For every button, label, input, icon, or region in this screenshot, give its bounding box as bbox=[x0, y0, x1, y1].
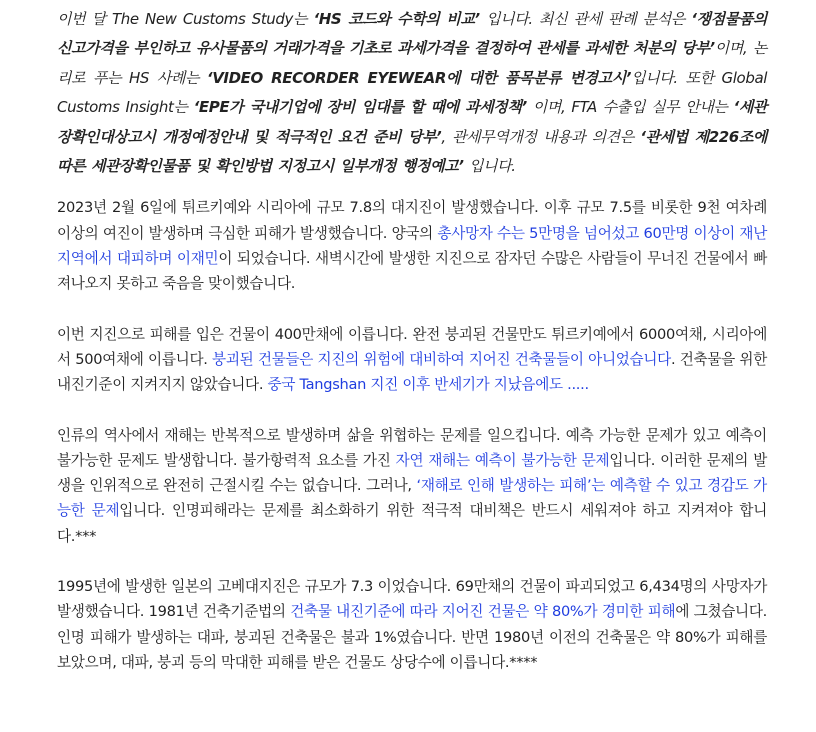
earthquake-paragraph bbox=[57, 195, 767, 296]
p1-text-b: 이 되었습니다. 새벽시간에 발생한 지진으로 잠자던 수많은 사람들이 무너진 건물에서 빠져나오지 못하고 죽음을 맞이했습니다. bbox=[57, 250, 768, 293]
building-damage-paragraph bbox=[57, 322, 767, 398]
intro-text-13: , 관세무역개정 내용과 의견은 bbox=[441, 127, 641, 146]
intro-text-9: 입니다. 또한 Global Customs Insight는 bbox=[57, 68, 767, 117]
intro-text-7: 이며, 논리로 푸는 HS 사례는 bbox=[57, 39, 767, 87]
newsletter-article bbox=[57, 5, 767, 675]
p2-text-a: 이번 지진으로 피해를 입은 건물이 400만채에 이릅니다. 완전 붕괴된 건물만도 튀르키예에서 6000여채, 시리아에서 500여채에 이릅니다. bbox=[57, 325, 767, 368]
intro-text-5: 입니다. 최신 관세 판례 분석은 bbox=[479, 10, 692, 28]
p3-text-a: 인류의 역사에서 재해는 반복적으로 발생하며 삶을 위협하는 문제를 일으킵니다. 예측 가능한 문제가 있고 예측이 불가능한 문제도 발생합니다. 불가항력적 요소를 가진 bbox=[57, 426, 767, 469]
case-analysis-topic: ‘쟁점물품의 신고가격을 부인하고 유사물품의 거래가격을 기초로 과세가격을 결정하여 관세를 과세한 처분의 당부’ bbox=[57, 10, 767, 58]
p4-text-b: 에 그쳤습니다. 인명 피해가 발생하는 대파, 붕괴된 건축물은 불과 1%였습니다. 반면 1980년 이전의 건축물은 약 80%가 피해를 보았으며, 대파, 붕괴 등의 막대한 피해를 받은 건물도 상당수에 이릅니다.**** bbox=[57, 603, 767, 671]
p2-text-b: . 건축물을 위한 내진기준이 지켜지지 않았습니다. bbox=[57, 350, 767, 394]
collapsed-buildings-link[interactable]: 붕괴된 건물들은 지진의 위험에 대비하여 지어진 건축물들이 아니었습니다 bbox=[212, 350, 671, 368]
intro-text-3: 는 bbox=[293, 10, 314, 28]
publication-name: The New Customs Study bbox=[111, 10, 294, 28]
intro-text-1: 이번 달 bbox=[57, 10, 112, 28]
global-insight-topic: ‘EPE가 국내기업에 장비 임대를 할 때에 과세정책’ bbox=[193, 98, 527, 117]
damage-predictable-link[interactable]: ‘재해로 인해 발생하는 피해’는 예측할 수 있고 경감도 가능한 문제 bbox=[57, 477, 767, 520]
intro-paragraph bbox=[57, 5, 767, 181]
study-topic: ‘HS 코드와 수학의 비교’ bbox=[313, 10, 480, 28]
natural-disaster-link[interactable]: 자연 재해는 예측이 불가능한 문제 bbox=[395, 451, 610, 469]
p3-text-c: 입니다. 인명피해라는 문제를 최소화하기 위한 적극적 대비책은 반드시 세워져야 하고 지켜져야 합니다.*** bbox=[57, 502, 768, 545]
intro-text-11: 이며, FTA 수출입 실무 안내는 bbox=[526, 98, 734, 117]
tangshan-link[interactable]: 중국 Tangshan 지진 이후 반세기가 지났음에도 ..... bbox=[267, 376, 589, 394]
p4-text-a: 1995년에 발생한 일본의 고베대지진은 규모가 7.3 이었습니다. 69만채의 건물이 파괴되었고 6,434명의 사망자가 발생했습니다. 1981년 건축기준법의 bbox=[57, 578, 767, 621]
intro-text-15: 입니다. bbox=[463, 157, 516, 176]
p1-text-a: 2023년 2월 6일에 튀르키예와 시리아에 규모 7.8의 대지진이 발생했습니다. 이후 규모 7.5를 비롯한 9천 여차례 이상의 여진이 발생하며 극심한 피해가 발생했습니다. 양국의 bbox=[57, 199, 767, 242]
casualties-link[interactable]: 총사망자 수는 5만명을 넘어섰고 60만명 이상이 재난 지역에서 대피하며 이재민 bbox=[57, 224, 767, 268]
hs-case-topic: ‘VIDEO RECORDER EYEWEAR에 대한 품목분류 변경고시’ bbox=[206, 68, 632, 87]
disaster-history-paragraph bbox=[57, 423, 767, 549]
kobe-earthquake-paragraph bbox=[57, 574, 767, 675]
p3-text-b: 입니다. 이러한 문제의 발생을 인위적으로 완전히 근절시킬 수는 없습니다. 그러나, bbox=[57, 451, 767, 495]
trade-revision-topic: ‘관세법 제226조에 따른 세관장확인물품 및 확인방법 지정고시 일부개정 행정예고’ bbox=[57, 127, 767, 176]
seismic-standard-link[interactable]: 건축물 내진기준에 따라 지어진 건물은 약 80%가 경미한 피해 bbox=[290, 603, 676, 621]
fta-guide-topic: ‘세관장확인대상고시 개정예정안내 및 적극적인 요건 준비 당부’ bbox=[57, 98, 767, 146]
